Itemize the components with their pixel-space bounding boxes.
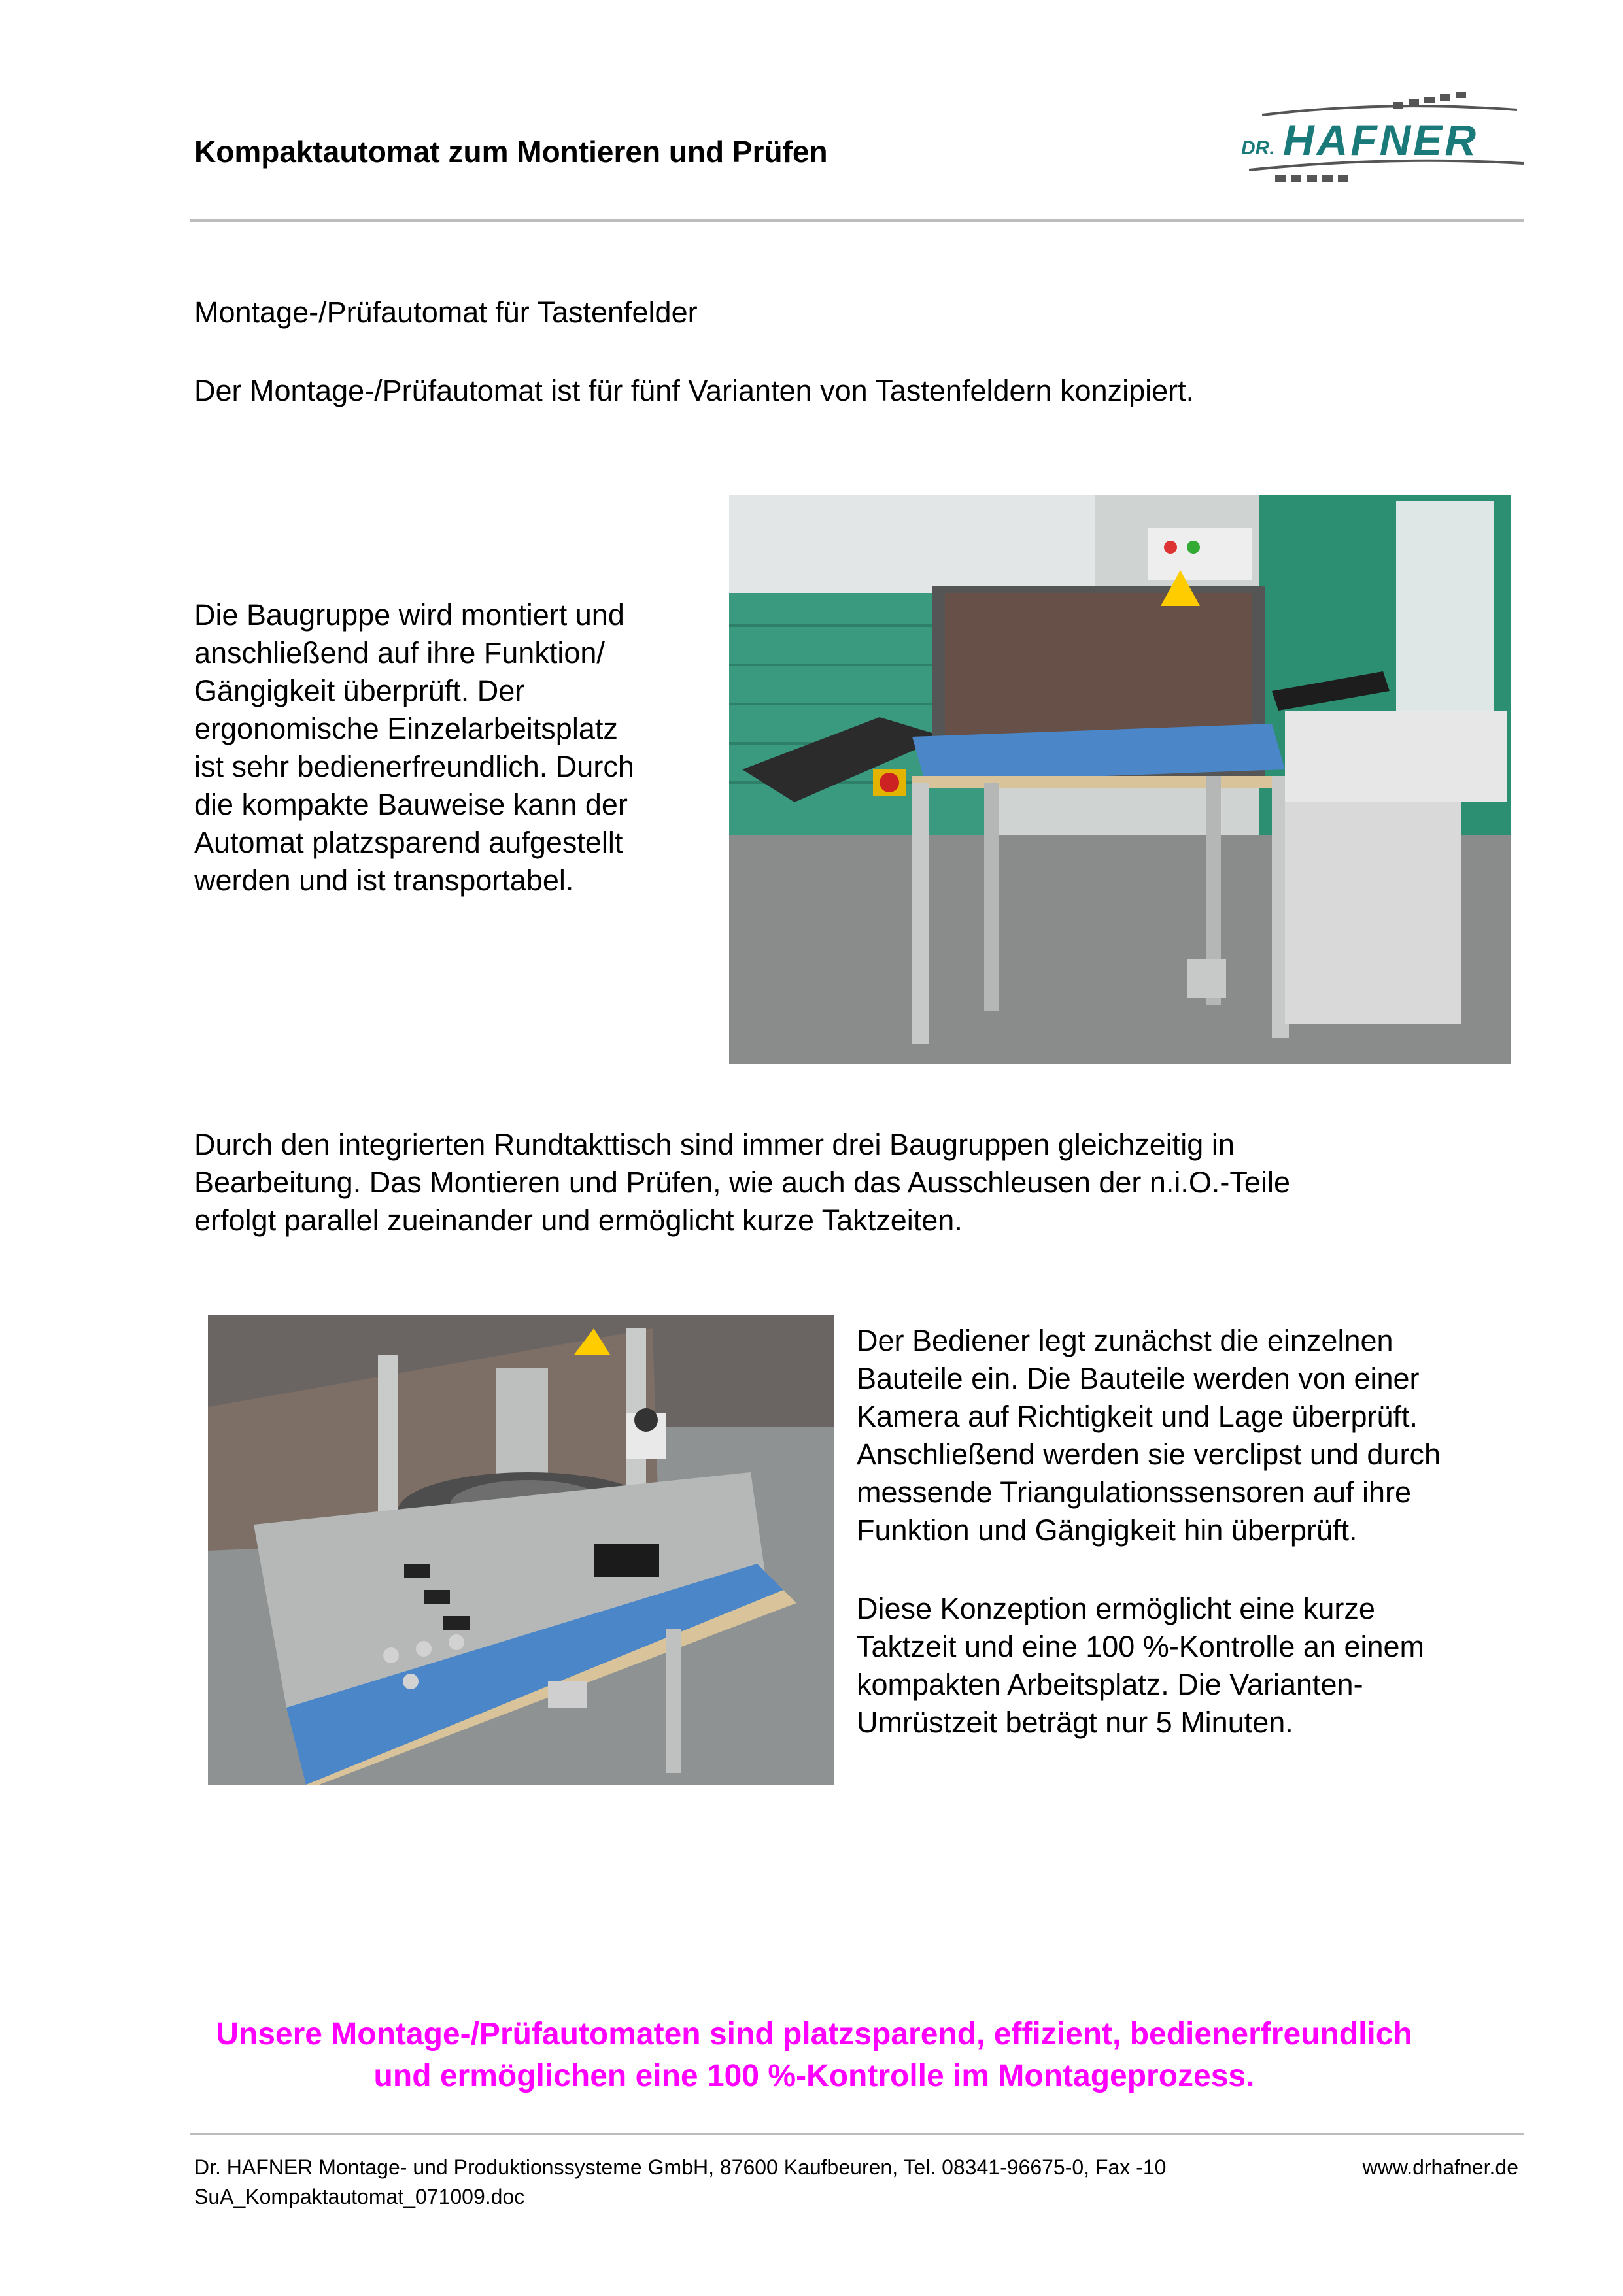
machine-overview-photo bbox=[729, 495, 1511, 1064]
footer-divider bbox=[190, 2133, 1524, 2135]
text-line: Bauteile ein. Die Bauteile werden von einer bbox=[857, 1362, 1420, 1395]
text-line: Diese Konzeption ermöglicht eine kurze bbox=[857, 1592, 1375, 1625]
text-line: erfolgt parallel zueinander und ermöglicht kurze Taktzeiten. bbox=[194, 1204, 963, 1237]
text-line: kompakten Arbeitsplatz. Die Varianten- bbox=[857, 1668, 1363, 1701]
text-line: anschließend auf ihre Funktion/ bbox=[194, 636, 605, 669]
paragraph-rotary-table bbox=[194, 1126, 1476, 1240]
workstation-detail-photo bbox=[208, 1315, 834, 1785]
footer-filename: SuA_Kompaktautomat_071009.doc bbox=[194, 2185, 525, 2208]
highlight-line: Unsere Montage-/Prüfautomaten sind platzsparend, effizient, bedienerfreundlich bbox=[216, 2017, 1412, 2051]
paragraph-concept bbox=[857, 1590, 1550, 1742]
highlight-statement bbox=[157, 2014, 1471, 2097]
logo-name: HAFNER bbox=[1283, 116, 1478, 164]
logo-prefix: DR. bbox=[1241, 137, 1275, 159]
header-divider bbox=[190, 219, 1524, 222]
paragraph-assembly bbox=[194, 596, 711, 900]
company-logo bbox=[1236, 77, 1524, 195]
text-line: Anschließend werden sie verclipst und durch bbox=[857, 1438, 1441, 1471]
paragraph-operator bbox=[857, 1322, 1550, 1549]
text-line: Umrüstzeit beträgt nur 5 Minuten. bbox=[857, 1706, 1293, 1739]
text-line: Taktzeit und eine 100 %-Kontrolle an einem bbox=[857, 1630, 1425, 1663]
footer-company: Dr. HAFNER Montage- und Produktionssysteme GmbH, 87600 Kaufbeuren, Tel. 08341-96675-0, Fax -10 bbox=[194, 2155, 1167, 2179]
intro-text: Der Montage-/Prüfautomat ist für fünf Varianten von Tastenfeldern konzipiert. bbox=[194, 374, 1195, 407]
highlight-line: und ermöglichen eine 100 %-Kontrolle im Montageprozess. bbox=[373, 2059, 1255, 2093]
text-line: Die Baugruppe wird montiert und bbox=[194, 598, 624, 632]
text-line: Bearbeitung. Das Montieren und Prüfen, wie auch das Ausschleusen der n.i.O.-Teile bbox=[194, 1166, 1290, 1199]
text-line: Gängigkeit überprüft. Der bbox=[194, 674, 525, 707]
text-line: werden und ist transportabel. bbox=[194, 864, 574, 897]
document-title: Kompaktautomat zum Montieren und Prüfen bbox=[194, 135, 828, 169]
text-line: ist sehr bedienerfreundlich. Durch bbox=[194, 750, 634, 783]
text-line: Durch den integrierten Rundtakttisch sind immer drei Baugruppen gleichzeitig in bbox=[194, 1128, 1235, 1161]
text-line: Kamera auf Richtigkeit und Lage überprüft. bbox=[857, 1400, 1418, 1433]
text-line: Automat platzsparend aufgestellt bbox=[194, 826, 623, 859]
section-heading: Montage-/Prüfautomat für Tastenfelder bbox=[194, 295, 698, 329]
text-line: Funktion und Gängigkeit hin überprüft. bbox=[857, 1513, 1358, 1547]
text-line: ergonomische Einzelarbeitsplatz bbox=[194, 712, 618, 745]
text-line: Der Bediener legt zunächst die einzelnen bbox=[857, 1324, 1393, 1357]
footer-website: www.drhafner.de bbox=[1362, 2155, 1518, 2179]
text-line: messende Triangulationssensoren auf ihre bbox=[857, 1476, 1412, 1509]
text-line: die kompakte Bauweise kann der bbox=[194, 788, 628, 821]
